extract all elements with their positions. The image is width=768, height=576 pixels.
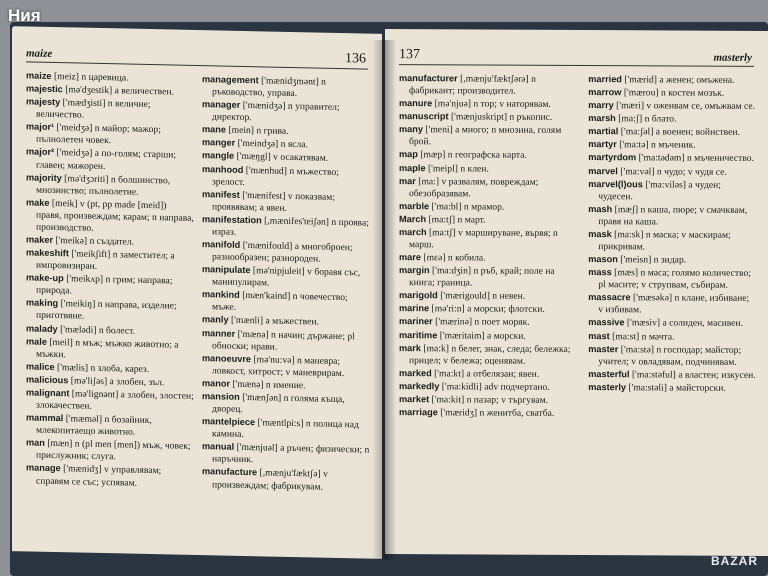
entry-definition: ['mæŋgl] v осакатявам. [236,151,329,165]
dictionary-entry [26,463,194,491]
dictionary-entry [26,438,194,466]
entry-definition: ['mænhud] n мъжество; зрелост. [212,164,339,188]
dictionary-entry [202,328,370,356]
dictionary-entry [202,264,370,292]
entry-definition: [,mænifes'teiʃən] n проява; израз. [212,215,369,238]
dictionary-entry [399,252,580,265]
dictionary-entry [202,467,370,495]
entry-headword: malice [26,361,55,372]
entry-definition: ['ma:stə] n господар; майстор; учител; v овладявам, подчинявам. [598,343,742,368]
dictionary-entry [399,290,580,303]
dictionary-entry [202,99,370,127]
entry-definition: ['mærigould] n невен. [440,290,526,303]
entry-definition: [mæn'kaind] n човечество; мъже. [212,290,348,314]
entry-definition: [mə'dʒestik] a величествен. [65,84,174,98]
dictionary-entry [399,368,580,381]
entry-headword: markedly [399,380,440,392]
entry-definition: ['meikʌp] n грим; направа; природа. [36,273,173,297]
entry-definition: [mə'lignənt] a злобен, злостен; злокачествен. [36,388,194,412]
entry-headword: maple [399,162,426,173]
entry-definition: ['mæsiv] a солиден, масивен. [626,317,743,330]
entry-definition: [mə'dʒɔriti] n болшинство, мнозинство; пълнолетие. [36,172,171,198]
dictionary-entry [588,344,756,369]
dictionary-entry [588,318,756,331]
watermark-bottom: BAZAR [711,554,758,568]
dictionary-entry [26,273,194,301]
entry-definition: [mæs] n маса; голямо количество; pl масите; v струпвам, събирам. [598,267,751,292]
entry-headword: maritime [399,329,438,340]
entry-headword: majestic [26,83,63,95]
dictionary-entry [399,176,580,201]
entry-definition: ['ma:vəl] n чудо; v чудя се. [620,165,727,178]
dictionary-entry [588,87,756,100]
dictionary-entry [202,214,370,242]
dictionary-entry [399,124,580,149]
entry-headword: mariner [399,316,433,327]
entry-definition: ['mæsəkə] n клане, избиване; v избивам. [598,292,750,316]
entry-headword: makeshift [26,247,69,259]
dictionary-entry [202,416,370,444]
dictionary-entry [588,254,756,267]
entry-headword: manifest [202,188,240,200]
entry-headword: martyrdom [588,152,637,163]
entry-definition: ['mænifould] a многоброен; разнообразен; разнороден. [212,239,353,265]
entry-definition: ['mælədi] n болест. [60,323,136,337]
entry-headword: masterful [588,368,630,380]
entry-headword: manhood [202,163,244,175]
entry-definition: [ma:k] n белег, знак, следа; бележка; прицел; v бележа; оценявам. [409,342,571,367]
right-column-1 [399,73,580,545]
entry-headword: majority [26,172,62,183]
entry-definition: [ma:] v развалям, повреждам; обезобразявам. [409,175,539,200]
dictionary-entry [399,407,580,420]
entry-definition: [,mænju'fæktʃərə] n фабрикант; производител. [409,73,536,97]
entry-definition: [mə'liʃəs] a злобен, зъл. [70,375,165,389]
entry-headword: mash [588,203,613,214]
entry-headword: map [399,149,418,160]
entry-definition: ['mærou] n костен мозък. [623,87,725,99]
entry-headword: marsh [588,113,616,124]
entry-definition: ['mæritaim] a морски. [439,329,526,342]
entry-definition: [ma:tʃ] v маршируване, вървя; n марш. [409,227,558,251]
dictionary-entry [202,441,370,469]
entry-headword: marriage [399,407,438,418]
entry-headword: masterly [588,381,627,393]
entry-definition: ['mælis] n злоба, карез. [57,361,150,375]
right-page-number: 137 [399,47,420,63]
entry-headword: mantelpiece [202,416,256,428]
dictionary-entry [202,353,370,381]
left-page [12,26,382,559]
entry-headword: manipulate [202,264,251,276]
entry-headword: marine [399,303,430,314]
entry-headword: manner [202,327,236,339]
dictionary-entry [399,317,580,330]
dictionary-entry [588,267,756,292]
entry-headword: make-up [26,272,64,284]
entry-headword: marry [588,100,614,111]
entry-definition: ['meidʒə] n майор; мажор; пълнолетен човек. [36,122,161,147]
entry-headword: manly [202,314,229,326]
dictionary-entry [399,227,580,252]
left-page-number: 136 [345,51,366,67]
dictionary-entry [26,122,194,150]
dictionary-entry [399,201,580,214]
entry-definition: [,mænju'fæktʃə] v произвеждам; фабрикувам. [212,467,328,493]
entry-definition: [ma:sk] n маска; v маскирам; прикривам. [598,229,731,253]
entry-headword: major² [26,146,55,158]
dictionary-entry [588,382,756,395]
entry-headword: March [399,213,427,225]
entry-definition: ['mædʒisti] n величие; величество. [36,97,151,121]
entry-headword: manufacture [202,466,258,478]
entry-headword: manger [202,137,236,149]
entry-headword: mason [588,254,618,265]
entry-definition: ['mæri] v оженвам се, омъжвам се. [616,100,756,113]
entry-definition: ['meni] a много; n мнозина, голям брой. [409,124,562,148]
entry-definition: [mə'nipjuleit] v боравя със, манипулирам. [212,265,361,289]
dictionary-entry [26,147,194,175]
entry-headword: mask [588,228,612,240]
entry-headword: mass [588,267,612,278]
entry-definition: [mæʃ] n каша, пюре; v смачквам, правя на каша. [598,203,748,228]
entry-definition: ['ma:tə] n мъченик. [619,139,696,152]
entry-definition: ['ma:kit] n пазар; v търгувам. [431,394,549,406]
entry-definition: ['meipl] n клен. [427,162,489,175]
entry-definition: ['ma:tədəm] n мъченичество. [638,152,754,165]
dictionary-entry [399,150,580,163]
dictionary-entry [399,381,580,394]
entry-headword: manure [399,98,433,109]
entry-headword: manoeuvre [202,352,252,364]
entry-headword: malady [26,322,58,334]
dictionary-entry [588,126,756,139]
entry-headword: massacre [588,292,631,303]
entry-definition: ['mænifest] v показвам; проявявам; a явен. [212,189,335,214]
dictionary-entry [399,111,580,124]
entry-definition: [meil] n мъж; мъжко животно; a мъжки. [36,336,179,360]
entry-headword: manufacturer [399,73,458,84]
dictionary-entry [588,292,756,317]
right-page-header [399,43,754,67]
entry-definition: [ma:st] n мачта. [612,330,675,343]
entry-definition: ['ma:bl] n мрамор. [431,201,505,213]
left-column-2 [202,74,370,549]
entry-definition: ['ma:ʃəl] a военен; войнствен. [620,126,740,139]
left-page-header [26,40,368,69]
dictionary-entry [26,197,194,237]
entry-headword: manual [202,441,235,453]
entry-definition: ['mænjuəl] a ръчен; физически; n наръчник. [212,442,370,466]
left-guide-word: maize [26,47,53,60]
entry-definition: ['mænjuskript] n ръкопис. [450,111,553,124]
entry-definition: ['mæridʒ] n женитба, сватба. [440,407,555,419]
entry-headword: marvel(l)ous [588,178,643,189]
entry-definition: [meiz] n царевица. [53,71,129,84]
entry-definition: ['ma:stəli] a майсторски. [628,382,726,394]
entry-definition: ['meikiŋ] n направа, изделие; приготвяне. [36,298,177,323]
entry-definition: [mɛə] n кобила. [423,252,486,264]
entry-headword: marble [399,200,430,212]
dictionary-entry [588,153,756,166]
entry-definition: ['mænʃən] n голяма къща, дворец. [212,391,345,415]
entry-headword: manager [202,99,241,111]
entry-definition: ['ma:kt] a отбелязан; явен. [434,368,540,380]
dictionary-entry [26,298,194,326]
book-gutter [372,40,396,560]
dictionary-entry [588,331,756,344]
entry-headword: mammal [26,412,64,424]
entry-definition: [ma:ʃ] n блато. [618,113,677,125]
dictionary-entry [399,394,580,407]
dictionary-entry [202,74,370,102]
entry-headword: mark [399,342,421,353]
right-page [385,29,768,556]
dictionary-entry [588,369,756,382]
right-column-2 [588,74,756,546]
dictionary-entry [399,343,580,368]
entry-headword: management [202,74,259,86]
entry-headword: making [26,297,59,309]
dictionary-entry [26,172,194,200]
entry-headword: major¹ [26,121,55,133]
dictionary-entry [399,303,580,316]
entry-definition: ['meisn] n зидар. [620,254,687,266]
dictionary-entry [399,330,580,343]
entry-definition: ['meikə] n създател. [55,235,135,248]
dictionary-entry [202,189,370,217]
dictionary-entry [26,97,194,125]
entry-headword: master [588,343,619,354]
entry-headword: male [26,336,47,347]
entry-headword: march [399,227,427,238]
entry-headword: marrow [588,87,622,98]
entry-definition: [mæp] n географска карта. [420,149,527,162]
entry-headword: marvel [588,165,618,176]
entry-headword: manifestation [202,213,262,226]
dictionary-entry [588,74,756,87]
entry-headword: margin [399,265,430,276]
dictionary-entry [399,163,580,176]
entry-headword: make [26,197,50,208]
watermark-top: Ния [8,6,41,25]
entry-headword: majesty [26,96,61,108]
entry-headword: marked [399,367,432,379]
dictionary-entry [399,214,580,227]
entry-headword: mar [399,175,416,186]
dictionary-entry [588,139,756,152]
dictionary-entry [588,204,756,229]
dictionary-entry [588,100,756,113]
entry-headword: mare [399,252,421,263]
right-page-columns [399,73,756,546]
left-page-columns [26,70,370,548]
entry-headword: mangle [202,150,235,162]
dictionary-entry [26,387,194,415]
entry-headword: mansion [202,391,240,402]
entry-headword: manor [202,377,231,389]
entry-headword: malicious [26,374,69,386]
entry-headword: manifold [202,239,241,250]
entry-definition: [mæn] n (pl men [men]) мъж, човек; прислужник; слуга. [36,438,191,463]
entry-headword: massive [588,317,625,328]
entry-headword: maize [26,70,52,81]
entry-definition: ['mæməl] n бозайник, млекопитаещо животно. [36,413,152,438]
entry-definition: ['mænli] a мъжествен. [230,315,319,329]
dictionary-entry [202,239,370,267]
entry-definition: ['mærinə] n поет моряк. [435,316,530,329]
entry-headword: many [399,124,424,135]
entry-headword: man [26,437,45,449]
left-column-1 [26,70,194,545]
entry-headword: mankind [202,289,240,301]
entry-definition: ['ma:viləs] a чуден; чудесен. [598,178,721,202]
dictionary-entry [202,164,370,192]
entry-definition: ['meidʒə] a по-голям; старши; главен; мажорен. [36,147,177,172]
entry-definition: ['ma:stəful] a властен; изкусен. [631,369,756,381]
entry-definition: [mə'ri:n] a морски; флотски. [431,303,545,316]
entry-definition: ['meikʃift] n заместител; a импровизиран. [36,248,175,273]
entry-definition: [mein] n грива. [228,124,289,138]
entry-headword: martial [588,126,619,137]
dictionary-entry [588,179,756,204]
dictionary-entry [202,289,370,317]
entry-definition: ['mærid] a женен; омъжена. [624,74,735,86]
entry-headword: malignant [26,387,70,399]
dictionary-entry [26,336,194,364]
entry-definition: ['mænidʒə] n управител; директор. [212,100,340,124]
dictionary-entry [26,248,194,276]
entry-headword: market [399,394,430,405]
entry-definition: [ma:tʃ] n март. [428,214,486,226]
entry-definition: ['mænə] n имение. [232,378,306,392]
dictionary-entry [399,73,580,98]
entry-definition: ['mæntlpi:s] n полица над камина. [212,417,359,441]
dictionary-entry [26,413,194,441]
entry-headword: manuscript [399,111,449,122]
dictionary-entry [202,391,370,419]
entry-definition: ['ma:dʒin] n ръб, край; поле на книга; граница. [409,265,555,289]
entry-definition: [meik] v (pt, pp made [meid]) правя, произвеждам; карам; n направа, производство. [36,197,194,234]
entry-headword: martyr [588,139,617,150]
dictionary-entry [588,229,756,254]
dictionary-entry [588,166,756,179]
entry-definition: ['mænidʒ] v управлявам; справям се със; успявам. [36,463,162,489]
entry-definition: ['mænə] n начин; държане; pl обноски; нрави. [212,328,355,353]
entry-headword: maker [26,234,54,246]
dictionary-entry [399,265,580,290]
dictionary-entry [588,113,756,126]
entry-headword: manage [26,462,61,474]
entry-headword: mane [202,124,227,135]
right-guide-word: masterly [713,51,752,64]
entry-definition: [mə'njuə] n тор; v наторявам. [434,98,551,111]
entry-definition: [mə'nu:və] n маневра; ловкост, хитрост; v маневрирам. [212,353,345,379]
entry-definition: ['ma:kidli] adv подчертано. [441,381,550,393]
entry-headword: marigold [399,290,438,301]
entry-headword: married [588,74,622,85]
entry-definition: ['mænidʒmənt] n ръководство, управа. [212,75,326,100]
dictionary-entry [399,98,580,111]
entry-headword: mast [588,330,610,341]
entry-definition: ['meindʒə] n ясла. [237,138,308,151]
